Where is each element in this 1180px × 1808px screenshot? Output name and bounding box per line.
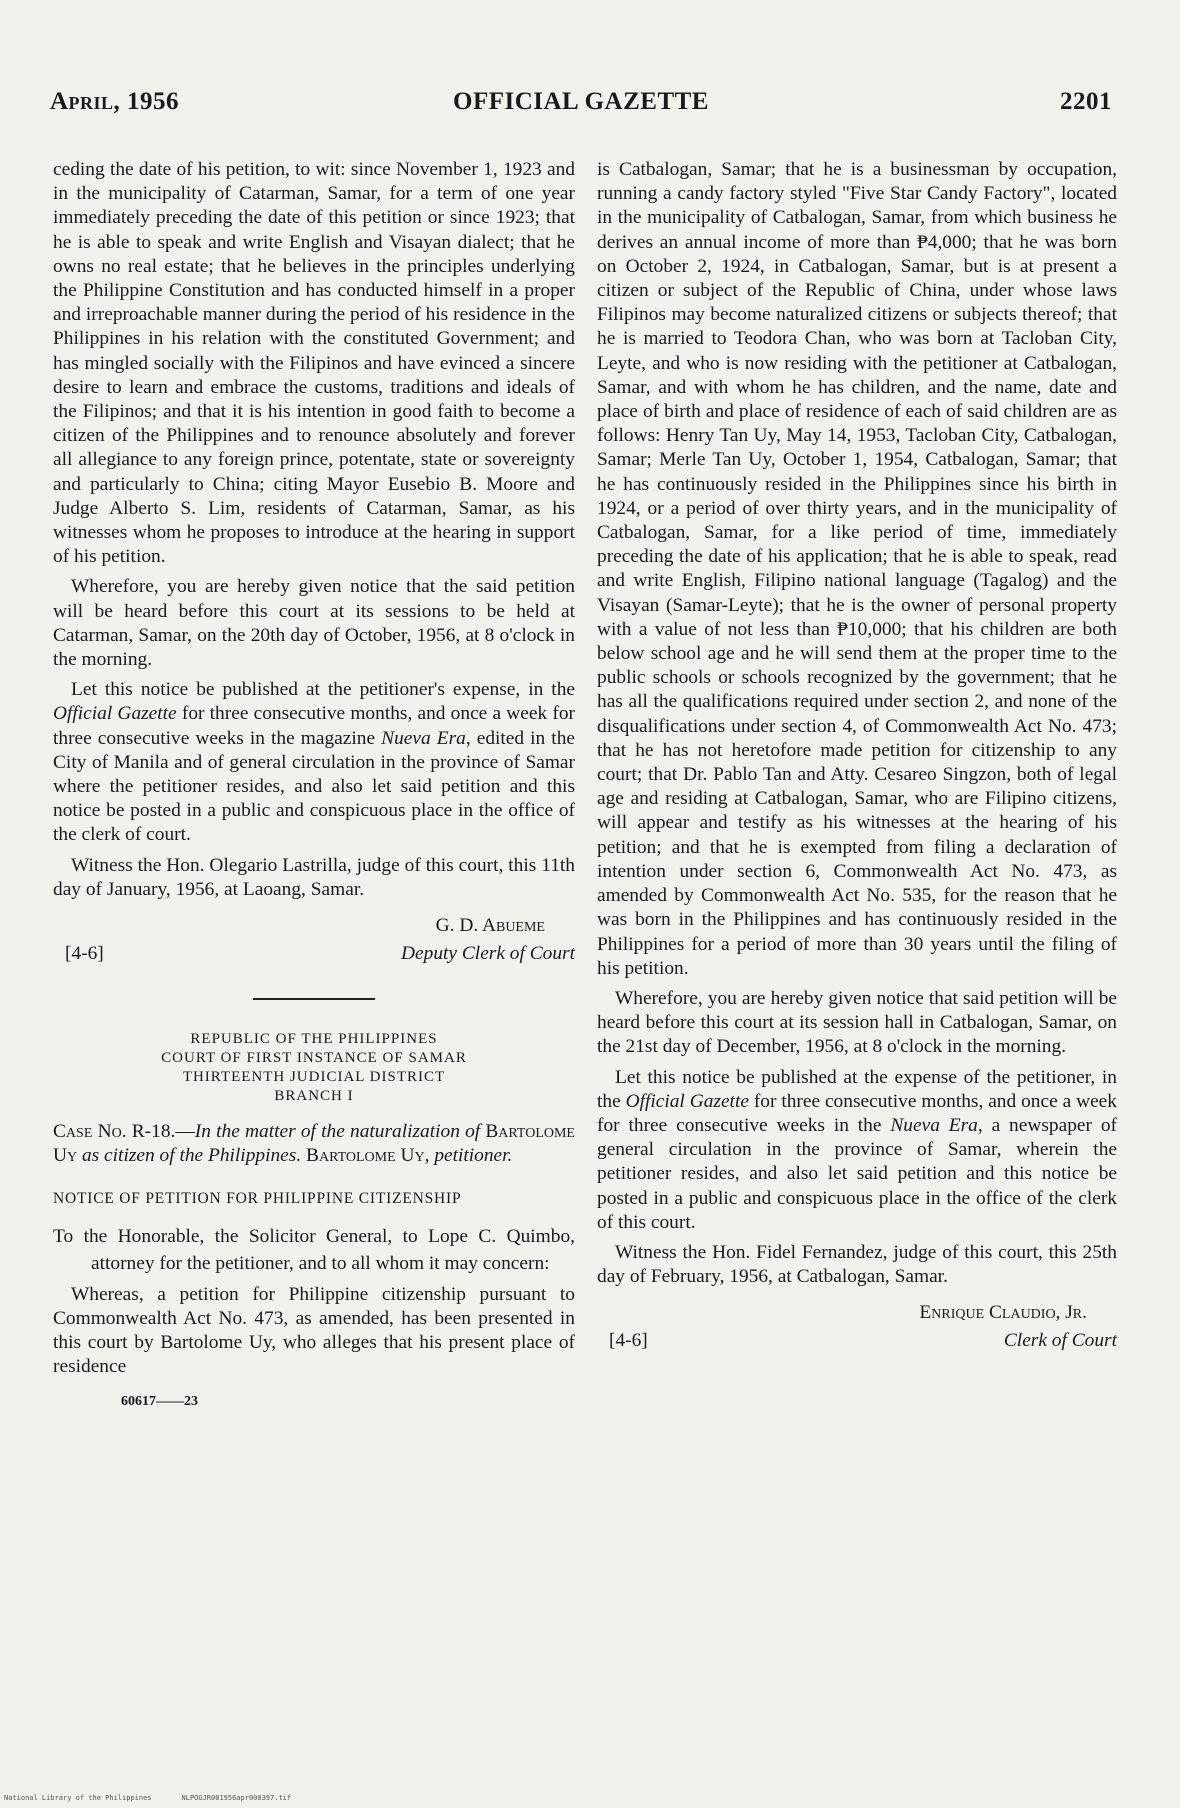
court-caption [53, 1030, 575, 1106]
newspaper-name: Nueva Era [890, 1114, 978, 1136]
continued-petition-paragraph: ceding the date of his petition, to wit: since November 1, 1923 and in the municipality of Catarman, Samar, for a term of one year immediately preceding the date of this petition or since 1923; that he is able to speak and write English and Visayan dialect; that he owns no real estate; that he believes in the principles underlying the Philippine Constitution and has conducted himself in a proper and irreproachable manner during the period of his residence in the Philippines in his relation with the constituted Government; and has mingled socially with the Filipinos and have evinced a sincere desire to learn and embrace the customs, traditions and ideals of the Filipinos; and that it is his intention in good faith to become a citizen of the Philippines and to renounce absolutely and forever all allegiance to any foreign prince, potentate, state or sovereignty and particularly to China; citing Mayor Eusebio B. Moore and Judge Alberto S. Lim, residents of Catarman, Samar, as his witnesses whom he proposes to introduce at the hearing in support of his petition. [53, 159, 575, 568]
signatory-name: Enrique Claudio, Jr. [919, 1302, 1087, 1324]
wherefore-paragraph: Wherefore, you are hereby given notice that said petition will be heard before this court at its session hall in Catbalogan, Samar, on the 21st day of December, 1956, at 8 o'clock in the morning. [597, 987, 1117, 1058]
publication-text-c: , edited in the City of Manila and of general circulation in the province of Samar where the petitioner resides, and also let said petition and this notice be posted in a public and conspicuous place in the office of the clerk of court. [53, 727, 575, 846]
publication-text-a: Let this notice be published at the petitioner's expense, in the [71, 679, 575, 701]
publication-text-a: Let this notice be published at the expense of the petitioner, in the [597, 1066, 1117, 1112]
magazine-name: Nueva Era [381, 727, 466, 749]
caption-line: THIRTEENTH JUDICIAL DISTRICT [182, 1069, 446, 1086]
signatory-title: Deputy Clerk of Court [401, 942, 575, 964]
left-column [53, 158, 575, 1414]
page-number: 2201 [1060, 88, 1112, 115]
publication-paragraph [597, 1066, 1117, 1235]
page-header [50, 88, 1112, 128]
publication-title: OFFICIAL GAZETTE [453, 88, 709, 115]
case-name: Bartolome Uy [53, 1121, 575, 1167]
signature-block [53, 914, 575, 966]
witness-paragraph: Witness the Hon. Fidel Fernandez, judge of this court, this 25th day of February, 1956, at Catbalogan, Samar. [597, 1241, 1117, 1288]
case-petitioner: Bartolome Uy [306, 1145, 425, 1167]
case-petitioner-role: petitioner. [434, 1145, 513, 1167]
signatory-title: Clerk of Court [1003, 1330, 1117, 1352]
issue-date: April, 1956 [50, 88, 180, 115]
signature-block [597, 1301, 1117, 1353]
section-divider [253, 998, 375, 1000]
issue-tag: [4-6] [609, 1330, 648, 1352]
right-column [597, 158, 1117, 1353]
whereas-paragraph: Whereas, a petition for Philippine citizenship pursuant to Commonwealth Act No. 473, as amended, has been presented in this court by Bartolome Uy, who alleges that his present place of residence [53, 1283, 575, 1378]
publication-paragraph [53, 678, 575, 847]
case-matter-b: as citizen of the Philippines. [77, 1145, 302, 1167]
issue-tag: [4-6] [65, 942, 104, 964]
case-dash: — [175, 1121, 195, 1143]
allegations-paragraph: is Catbalogan, Samar; that he is a businessman by occupation, running a candy factory styled "Five Star Candy Factory", located in the municipality of Catbalogan, Samar, from which business he derives an annual income of more than ₱4,000; that he was born on October 2, 1924, in Catbalogan, Samar, but is at present a citizen or subject of the Republic of China, under whose laws Filipinos may become naturalized citizens or subjects thereof; that he is married to Teodora Chan, who was born at Tacloban City, Leyte, and who is now residing with the petitioner at Catbalogan, Samar, and with whom he has children, and the name, date and place of birth and place of residence of each of said children are as follows: Henry Tan Uy, May 14, 1953, Tacloban City, Catbalogan, Samar; Merle Tan Uy, October 1, 1954, Catbalogan, Samar; that he has continuously resided in the Philippines since his birth in 1924, or a period of over thirty years, and in the municipality of Catbalogan, Samar, for a like period of time, immediately preceding the date of his application; that he is able to speak, read and write English, Filipino national language (Tagalog) and the Visayan (Samar-Leyte); that he is the owner of personal property with a value of not less than ₱10,000; that his children are both below school age and he will send them at the proper time to the public schools or schools recognized by the government; that he has all the qualifications required under section 2, and none of the disqualifications under section 4, of Commonwealth Act No. 473; that he has not heretofore made petition for citizenship to any court; that Dr. Pablo Tan and Atty. Cesareo Singzon, both of legal age and residing at Catbalogan, Samar, who are Filipino citizens, will appear and testify as his witnesses at the hearing of his petition; and that he is exempted from filing a declaration of intention under section 6, Commonwealth Act No. 473, as amended by Commonwealth Act No. 535, for the reason that he was born in the Philippines and has continuously resided in the Philippines for a period of more than 30 years until the filing of his petition. [597, 159, 1117, 979]
caption-line: REPUBLIC OF THE PHILIPPINES [190, 1031, 438, 1048]
salutation: To the Honorable, the Solicitor General, to Lope C. Quimbo, attorney for the petitioner, and to all whom it may concern: [53, 1225, 575, 1274]
case-matter-a: In the matter of the naturalization of [194, 1121, 486, 1143]
caption-line: BRANCH I [274, 1088, 354, 1105]
gazette-name: Official Gazette [53, 703, 177, 725]
scan-footer [4, 1794, 291, 1802]
scan-filename: NLPOGJR001956apr000397.tif [181, 1794, 292, 1802]
notice-heading: NOTICE OF PETITION FOR PHILIPPINE CITIZENSHIP [53, 1189, 462, 1207]
caption-line: COURT OF FIRST INSTANCE OF SAMAR [161, 1050, 467, 1067]
publication-text-b: for three consecutive months, and once a week for three consecutive weeks in the [597, 1090, 1117, 1136]
witness-paragraph: Witness the Hon. Olegario Lastrilla, judge of this court, this 11th day of January, 1956, at Laoang, Samar. [53, 854, 575, 900]
gazette-name: Official Gazette [625, 1090, 749, 1112]
publication-text-c: , a newspaper of general circulation in the province of Samar, wherein the petitioner resides, and also let said petition and this notice be posted in a public and conspicuous place in the office of the clerk of this court. [597, 1114, 1117, 1233]
library-credit: National Library of the Philippines [4, 1794, 152, 1802]
publication-text-b: for three consecutive months, and once a week for three consecutive weeks in the magazine [53, 703, 575, 749]
print-code: 60617——23 [121, 1393, 198, 1409]
wherefore-paragraph: Wherefore, you are hereby given notice that the said petition will be heard before this court at its sessions to be held at Catarman, Samar, on the 20th day of October, 1956, at 8 o'clock in the morning. [53, 576, 575, 671]
signatory-name: G. D. Abueme [435, 915, 545, 937]
case-number: Case No. R-18. [53, 1121, 176, 1143]
case-heading: Case No. R-18.—In the matter of the naturalization of Bartolome Uy as citizen of the Philippines. Bartolome Uy, petitioner. [53, 1121, 575, 1167]
